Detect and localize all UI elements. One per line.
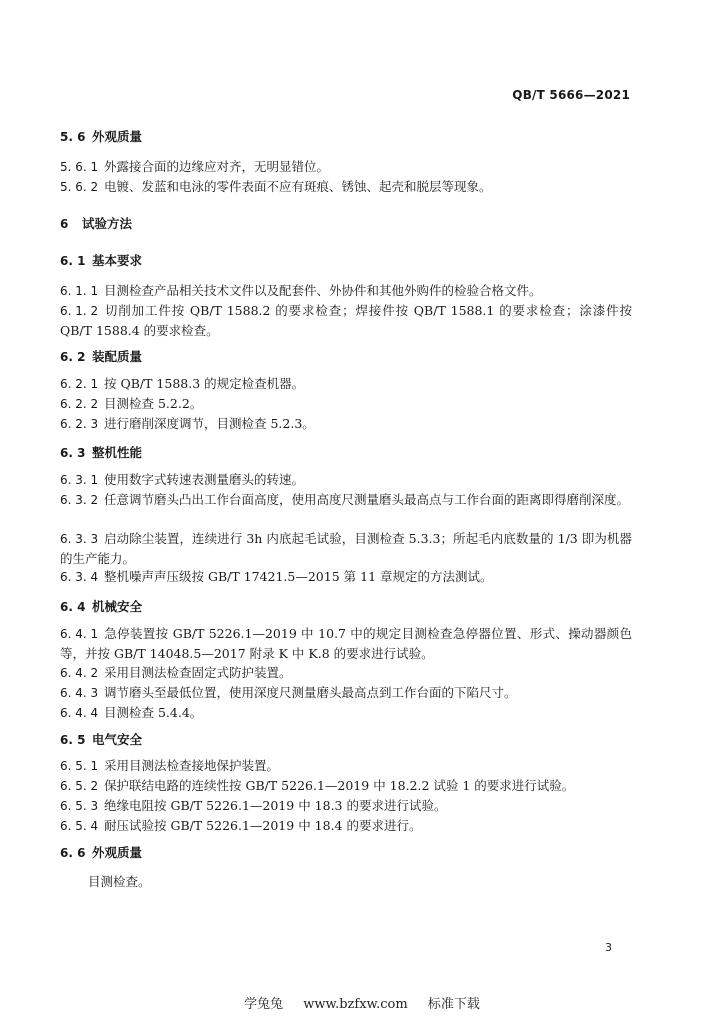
clause-5-6-2: 5. 6. 2 电镀、发蓝和电泳的零件表面不应有斑痕、锈蚀、起壳和脱层等现象。: [60, 179, 492, 194]
footer-url[interactable]: www.bzfxw.com: [303, 997, 408, 1012]
clause-6-4-1: 6. 4. 1 急停装置按 GB/T 5226.1—2019 中 10.7 中的规定目测检查急停器位置、形式、操动器颜色等，并按 GB/T 14048.5—2017 附录 K 中 K.8 的要求进行试验。: [60, 626, 632, 661]
clause-5-6-1: 5. 6. 1 外露接合面的边缘应对齐，无明显错位。: [60, 159, 330, 174]
download-footer: [0, 993, 724, 1012]
clause-6-6-text: 目测检查。: [88, 874, 151, 889]
section-heading-6-5: 6. 5 电气安全: [60, 732, 143, 747]
clause-6-5-2: 6. 5. 2 保护联结电路的连续性按 GB/T 5226.1—2019 中 18.2.2 试验 1 的要求进行试验。: [60, 778, 575, 793]
clause-6-5-4: 6. 5. 4 耐压试验按 GB/T 5226.1—2019 中 18.4 的要求进行。: [60, 818, 422, 833]
clause-6-5-1: 6. 5. 1 采用目测法检查接地保护装置。: [60, 758, 280, 773]
section-heading-6-3: 6. 3 整机性能: [60, 445, 143, 460]
section-heading-6-6: 6. 6 外观质量: [60, 845, 143, 860]
section-heading-6-4: 6. 4 机械安全: [60, 599, 143, 614]
clause-6-4-3: 6. 4. 3 调节磨头至最低位置，使用深度尺测量磨头最高点到工作台面的下陷尺寸。: [60, 685, 517, 700]
section-heading-6-2: 6. 2 装配质量: [60, 349, 143, 364]
clause-6-3-4: 6. 3. 4 整机噪声声压级按 GB/T 17421.5—2015 第 11 章规定的方法测试。: [60, 569, 493, 584]
clause-6-2-2: 6. 2. 2 目测检查 5.2.2。: [60, 396, 203, 411]
clause-6-2-1: 6. 2. 1 按 QB/T 1588.3 的规定检查机器。: [60, 376, 305, 391]
clause-6-1-1: 6. 1. 1 目测检查产品相关技术文件以及配套件、外协件和其他外购件的检验合格文件。: [60, 283, 542, 298]
page-number: 3: [605, 941, 612, 954]
clause-6-4-2: 6. 4. 2 采用目测法检查固定式防护装置。: [60, 665, 292, 680]
section-heading-5-6: 5. 6 外观质量: [60, 129, 143, 144]
clause-6-1-2: 6. 1. 2 切削加工件按 QB/T 1588.2 的要求检查；焊接件按 QB/T 1588.1 的要求检查；涂漆件按 QB/T 1588.4 的要求检查。: [60, 303, 632, 338]
clause-6-2-3: 6. 2. 3 进行磨削深度调节，目测检查 5.2.3。: [60, 416, 315, 431]
clause-6-3-3: 6. 3. 3 启动除尘装置，连续进行 3h 内底起毛试验，目测检查 5.3.3；所起毛内底数量的 1/3 即为机器的生产能力。: [60, 531, 632, 566]
standard-code: QB/T 5666—2021: [512, 88, 630, 102]
section-heading-6-1: 6. 1 基本要求: [60, 253, 143, 268]
clause-6-3-2: 6. 3. 2 任意调节磨头凸出工作台面高度，使用高度尺测量磨头最高点与工作台面的距离即得磨削深度。: [60, 492, 630, 507]
clause-6-4-4: 6. 4. 4 目测检查 5.4.4。: [60, 705, 203, 720]
section-heading-6: 6 试验方法: [60, 216, 133, 231]
footer-tagline: 标准下载: [427, 997, 480, 1012]
clause-6-5-3: 6. 5. 3 绝缘电阻按 GB/T 5226.1—2019 中 18.3 的要求进行试验。: [60, 798, 447, 813]
clause-6-3-1: 6. 3. 1 使用数字式转速表测量磨头的转速。: [60, 472, 305, 487]
footer-site-name: 学兔兔: [244, 997, 284, 1012]
